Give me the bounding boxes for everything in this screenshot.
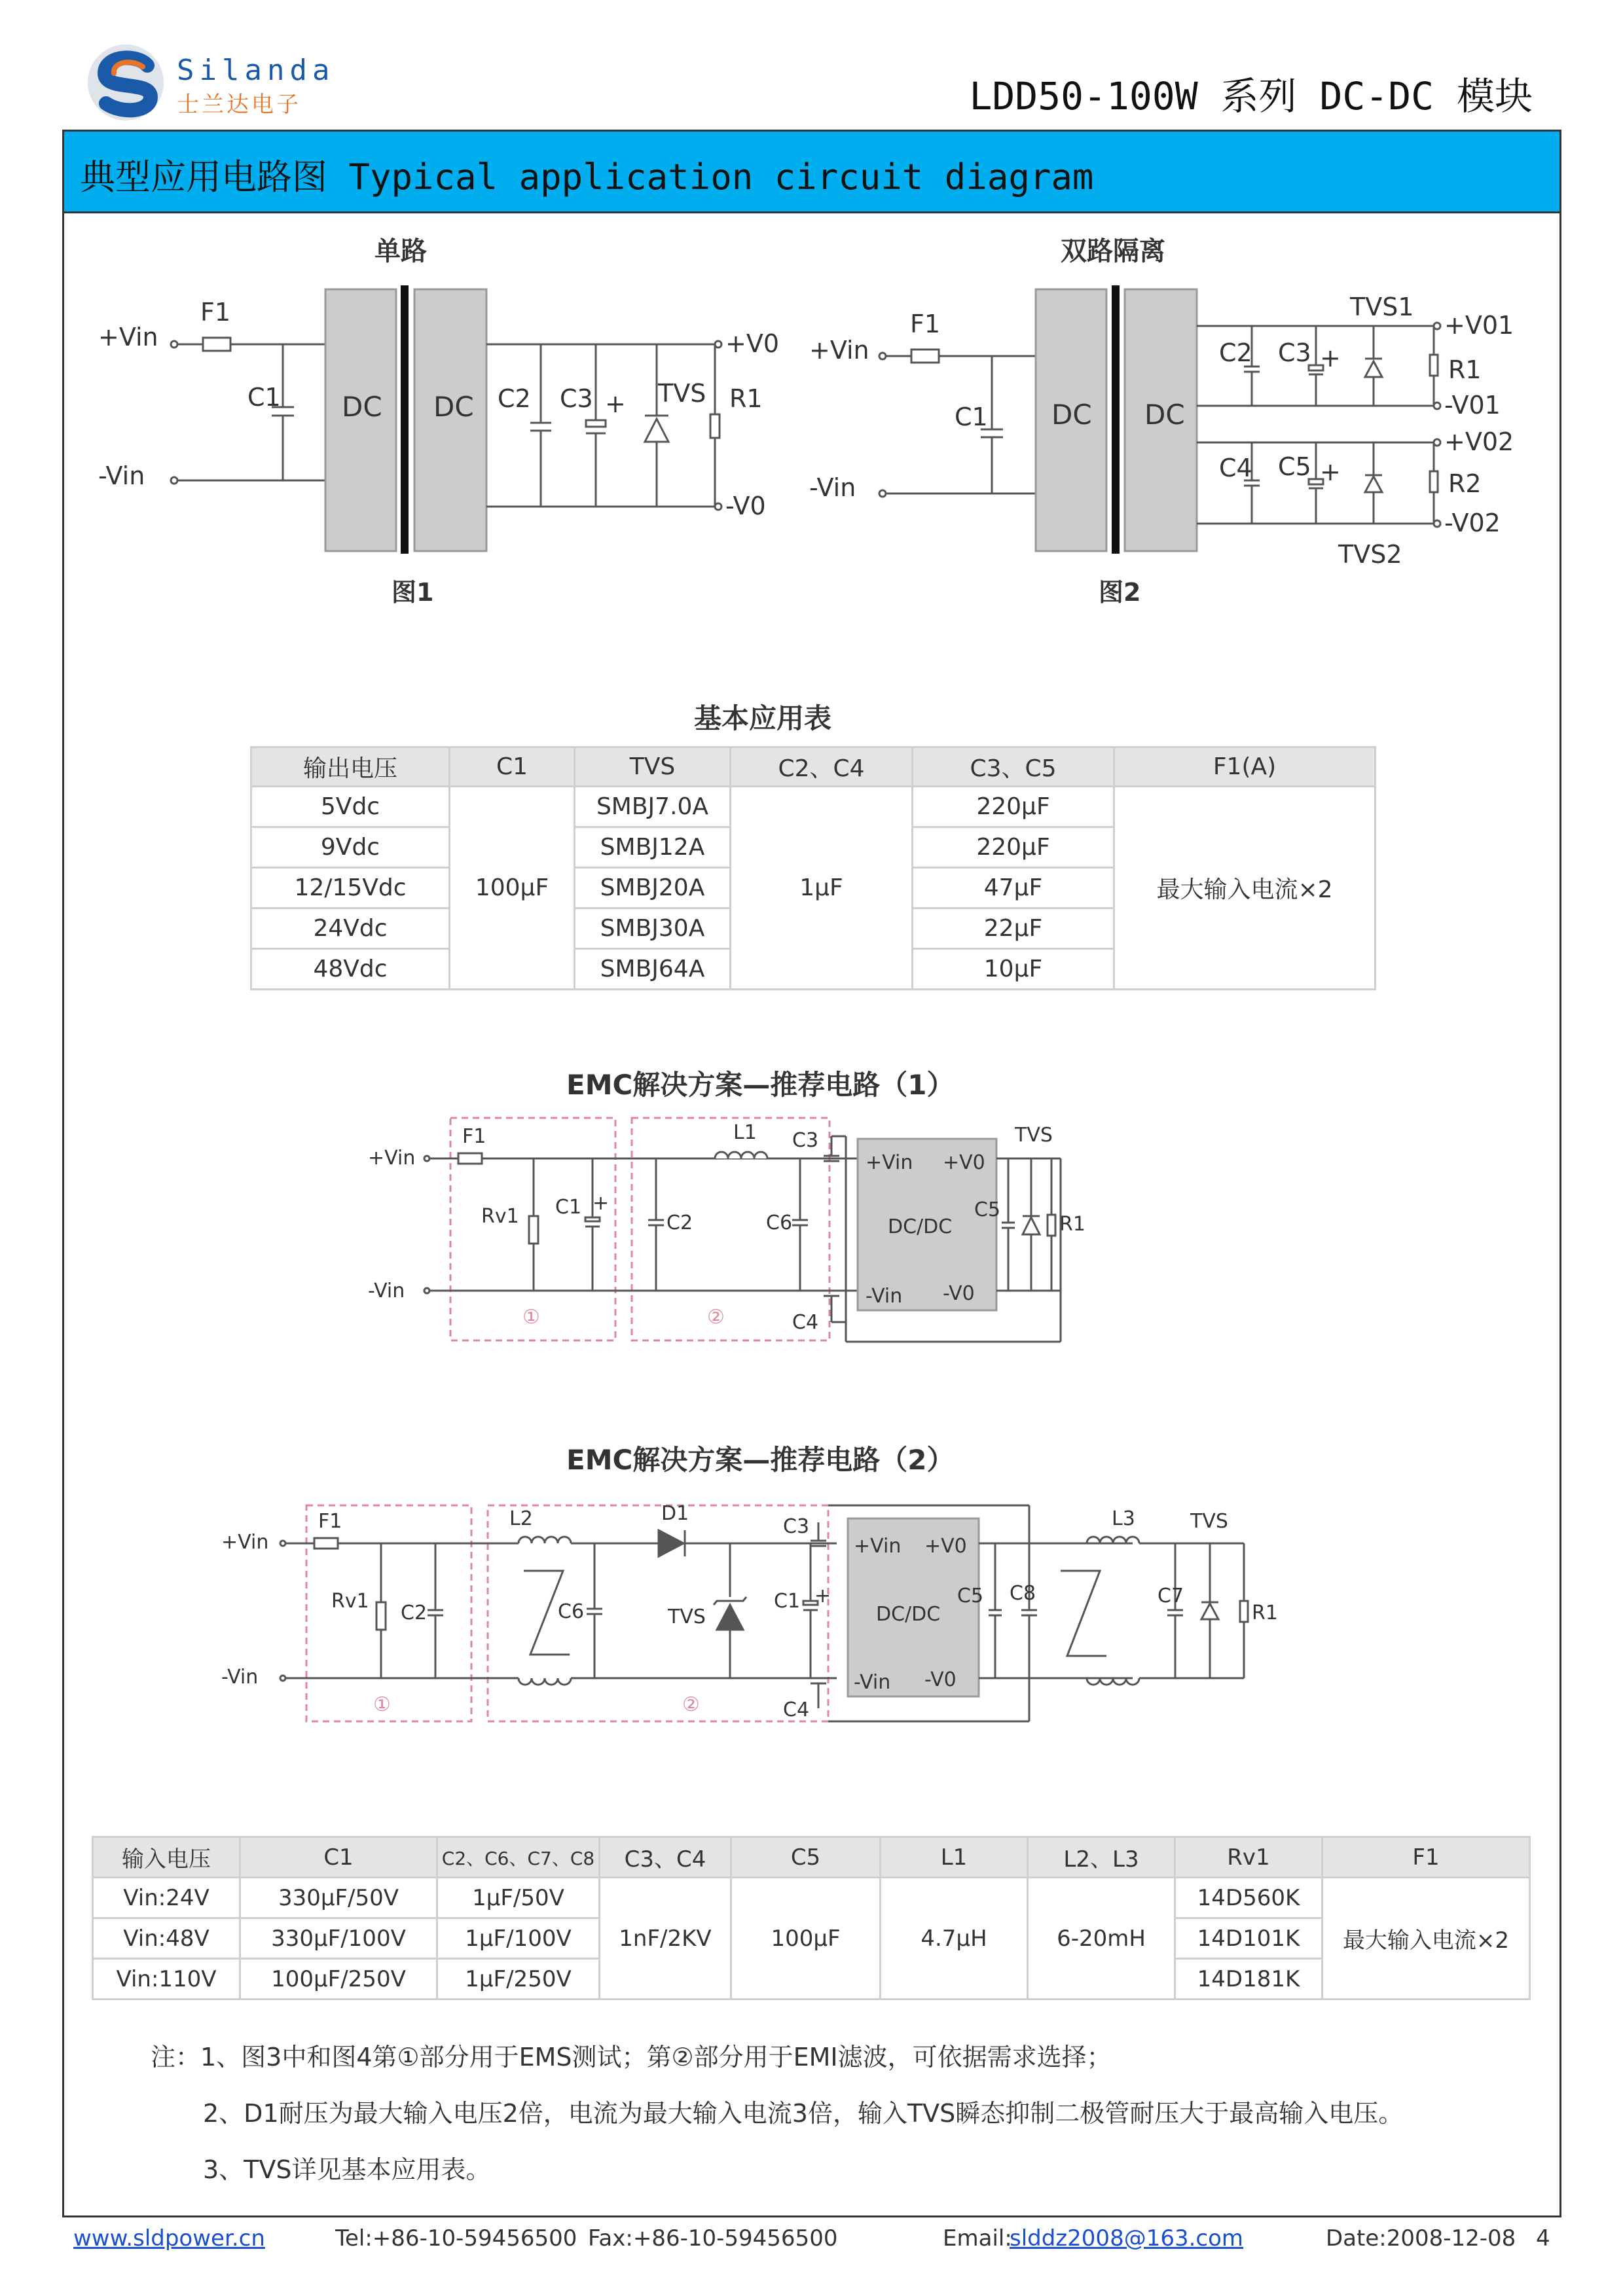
th-l1: L1 [881, 1837, 1028, 1878]
fig2-dc-in-label: DC [1051, 399, 1092, 431]
footer-email-label: Email: [943, 2225, 1012, 2251]
cell-c3-c5: 220μF [913, 827, 1114, 868]
section-title: 典型应用电路图 Typical application circuit diagram [80, 156, 1094, 198]
fig2-vin-plus: +Vin [809, 336, 869, 365]
notes [151, 2029, 1403, 2198]
cell-c3-c5: 22μF [913, 908, 1114, 949]
cell-tvs: SMBJ30A [575, 908, 731, 949]
table-header-row [93, 1837, 1530, 1878]
emc2-c7: C7 [1158, 1585, 1184, 1607]
th-rv1: Rv1 [1175, 1837, 1322, 1878]
note-1: 注：1、图3中和图4第①部分用于EMS测试；第②部分用于EMI滤波，可依据需求选择； [151, 2043, 1112, 2072]
cell-tvs: SMBJ64A [575, 949, 731, 990]
cell-c1: 100μF [450, 787, 575, 990]
emc2-rv1: Rv1 [331, 1590, 369, 1613]
cell-tvs: SMBJ12A [575, 827, 731, 868]
th-l2-l3: L2、L3 [1028, 1837, 1175, 1878]
emc1-module-name: DC/DC [888, 1215, 953, 1238]
cell-output-voltage: 24Vdc [251, 908, 450, 949]
emc2-fuse [314, 1538, 338, 1549]
th-c5: C5 [731, 1837, 881, 1878]
website-link[interactable]: www.sldpower.cn [73, 2225, 265, 2251]
th-c3-c5: C3、C5 [913, 747, 1114, 787]
cell-input-voltage: Vin:48V [93, 1918, 240, 1959]
emc1-title: EMC解决方案—推荐电路（1） [566, 1069, 955, 1101]
cell-output-voltage: 12/15Vdc [251, 868, 450, 908]
fig2-r2: R2 [1448, 469, 1482, 498]
logo-subtext: 士兰达电子 [177, 92, 301, 118]
footer-fax: Fax:+86-10-59456500 [588, 2225, 838, 2251]
cell-f1: 最大输入电流×2 [1114, 787, 1376, 990]
fig1-dc-out-label: DC [433, 391, 474, 423]
cell-f1: 最大输入电流×2 [1322, 1878, 1530, 2000]
fig2-c5-plus: + [1320, 457, 1341, 486]
emc1-circuit [354, 1106, 1113, 1355]
fig2-tvs1: TVS1 [1350, 293, 1414, 321]
emc1-c2: C2 [666, 1211, 693, 1234]
fig2-vo2-plus: +V02 [1444, 427, 1514, 456]
fig1-dc-in-label: DC [342, 391, 382, 423]
emc2-d1: D1 [661, 1502, 689, 1525]
emc2-module-name: DC/DC [876, 1603, 941, 1626]
fig1-c3-plus: + [605, 389, 626, 418]
emc1-c1: C1 [555, 1196, 582, 1219]
fig2-c3: C3 [1278, 338, 1311, 367]
emc2-c2: C2 [401, 1602, 428, 1624]
emc2-inductor-l2-top [519, 1537, 571, 1543]
emc2-c4: C4 [783, 1698, 810, 1721]
fig2-vo1-plus: +V01 [1444, 311, 1514, 340]
fig1-title: 单路 [374, 236, 427, 266]
emc2-f1: F1 [318, 1510, 342, 1533]
fig1-f1: F1 [200, 298, 231, 327]
emc1-r1: R1 [1059, 1213, 1085, 1236]
emc2-module-vo-plus: +V0 [924, 1535, 967, 1558]
logo-mark-icon [85, 41, 170, 126]
fig1-vo-plus: +V0 [725, 329, 780, 358]
fig1-caption: 图1 [392, 578, 434, 607]
cell-c2678: 1μF/250V [437, 1959, 600, 2000]
fig1-r1: R1 [729, 384, 763, 413]
fig2-c1: C1 [955, 403, 988, 431]
fig2-vo2-minus: -V02 [1444, 509, 1501, 537]
emc2-module-vin-minus: -Vin [854, 1671, 891, 1694]
th-c3-c4: C3、C4 [600, 1837, 731, 1878]
note-3: 3、TVS详见基本应用表。 [203, 2155, 491, 2184]
emc2-module-vin-plus: +Vin [854, 1535, 902, 1558]
cell-c2-c4: 1μF [731, 787, 913, 990]
emc2-varistor [376, 1602, 386, 1630]
cell-c1: 100μF/250V [240, 1959, 437, 2000]
figures-1-2 [0, 216, 1623, 648]
emc1-fuse [458, 1153, 482, 1164]
page-number: 4 [1536, 2225, 1550, 2251]
company-logo [85, 41, 335, 126]
emc2-mark-1: ① [373, 1693, 391, 1716]
fig2-dc-out-label: DC [1144, 399, 1185, 431]
th-f1: F1 [1322, 1837, 1530, 1878]
fig2-f1: F1 [910, 310, 941, 338]
emc2-diode-d1 [659, 1530, 684, 1556]
fig2-c2: C2 [1219, 338, 1252, 367]
fig1-tvs: TVS [658, 379, 706, 408]
emc1-mark-2: ② [707, 1306, 725, 1329]
emc2-c8: C8 [1010, 1582, 1036, 1605]
emc1-mark-1: ① [522, 1306, 540, 1329]
table-row [251, 787, 1376, 827]
fig2-vin-minus: -Vin [809, 473, 856, 502]
emc1-module-vin-plus: +Vin [866, 1151, 913, 1174]
emc1-varistor [529, 1216, 538, 1244]
figure-2-dual [809, 236, 1514, 607]
cell-output-voltage: 9Vdc [251, 827, 450, 868]
emc1-c5: C5 [974, 1198, 1001, 1221]
fig1-fuse [203, 338, 230, 351]
emc2-vin-plus: +Vin [221, 1531, 269, 1554]
cell-c2678: 1μF/100V [437, 1918, 600, 1959]
emc2-c5: C5 [957, 1585, 984, 1607]
cell-l1: 4.7μH [881, 1878, 1028, 2000]
cell-c3-c5: 220μF [913, 787, 1114, 827]
fig2-c4: C4 [1219, 454, 1252, 482]
emc2-l3: L3 [1112, 1507, 1135, 1530]
logo-text: Silanda [177, 54, 335, 87]
emc2-tvs-diode [717, 1605, 743, 1630]
cell-rv1: 14D101K [1175, 1918, 1322, 1959]
fig1-vin-plus: +Vin [98, 323, 158, 351]
cell-c1: 330μF/50V [240, 1878, 437, 1918]
emc1-module-vin-minus: -Vin [866, 1285, 903, 1308]
fig2-transformer-bar [1112, 285, 1120, 554]
emc1-inductor-l1 [715, 1152, 767, 1158]
cell-c3-c5: 47μF [913, 868, 1114, 908]
fig1-transformer-bar [401, 285, 409, 554]
cell-c3-c4: 1nF/2KV [600, 1878, 731, 2000]
emc2-c1: C1 [774, 1590, 801, 1613]
fig2-c3-plus: + [1320, 344, 1341, 372]
th-output-voltage: 输出电压 [251, 747, 450, 787]
fig2-tvs2: TVS2 [1338, 540, 1402, 569]
fig2-fuse [911, 350, 939, 363]
emc1-module-vo-plus: +V0 [943, 1151, 985, 1174]
cell-c3-c5: 10μF [913, 949, 1114, 990]
table-header-row [251, 747, 1376, 787]
fig2-r1: R1 [1448, 355, 1482, 384]
fig1-c1: C1 [247, 383, 281, 412]
figure-1-single [98, 236, 779, 607]
cell-input-voltage: Vin:24V [93, 1878, 240, 1918]
cell-tvs: SMBJ20A [575, 868, 731, 908]
cell-c1: 330μF/100V [240, 1918, 437, 1959]
emc1-module-vo-minus: -V0 [943, 1282, 975, 1305]
cell-l2-l3: 6-20mH [1028, 1878, 1175, 2000]
th-c2-c4: C2、C4 [731, 747, 913, 787]
emc2-vin-minus: -Vin [221, 1666, 259, 1689]
emc2-tvs-in: TVS [668, 1605, 706, 1628]
emc1-f1: F1 [462, 1125, 486, 1148]
emc2-circuit [210, 1492, 1283, 1734]
cell-rv1: 14D181K [1175, 1959, 1322, 2000]
fig1-vo-minus: -V0 [725, 492, 766, 520]
emc1-rv1: Rv1 [481, 1205, 519, 1228]
emc2-module-vo-minus: -V0 [924, 1668, 957, 1691]
note-2: 2、D1耐压为最大输入电压2倍，电流为最大输入电流3倍，输入TVS瞬态抑制二极管耐压大于最高输入电压。 [203, 2099, 1404, 2128]
emc2-l2: L2 [509, 1507, 533, 1530]
emc1-c6: C6 [766, 1211, 793, 1234]
emc1-c4: C4 [792, 1311, 819, 1334]
emc1-tvs: TVS [1015, 1124, 1053, 1147]
footer-tel: Tel:+86-10-59456500 [335, 2225, 577, 2251]
cell-c2678: 1μF/50V [437, 1878, 600, 1918]
emc2-tvs-out: TVS [1190, 1510, 1228, 1533]
emc2-r1: R1 [1252, 1602, 1278, 1624]
fig1-vin-minus: -Vin [98, 461, 145, 490]
th-tvs: TVS [575, 747, 731, 787]
cell-tvs: SMBJ7.0A [575, 787, 731, 827]
footer [73, 2225, 1559, 2265]
emc2-c6: C6 [558, 1600, 585, 1623]
emc1-vin-minus: -Vin [368, 1280, 405, 1302]
emc2-c3: C3 [783, 1515, 810, 1538]
fig2-c5: C5 [1278, 452, 1311, 481]
th-c1: C1 [240, 1837, 437, 1878]
emc1-c3: C3 [792, 1129, 819, 1152]
cell-rv1: 14D560K [1175, 1878, 1322, 1918]
fig2-title: 双路隔离 [1061, 236, 1165, 266]
emc-parameter-table [92, 1836, 1531, 2000]
fig1-c3: C3 [560, 384, 593, 413]
emc2-inductor-l2-bottom [519, 1678, 571, 1685]
emc2-title: EMC解决方案—推荐电路（2） [566, 1444, 955, 1476]
cell-input-voltage: Vin:110V [93, 1959, 240, 2000]
document-title: LDD50-100W 系列 DC-DC 模块 [969, 74, 1533, 118]
emc1-c1-plus: + [593, 1192, 610, 1215]
emc2-l3-core [1061, 1571, 1106, 1656]
th-f1: F1(A) [1114, 747, 1376, 787]
fig1-c2: C2 [498, 384, 531, 413]
email-link[interactable]: slddz2008@163.com [1010, 2225, 1244, 2251]
cell-output-voltage: 48Vdc [251, 949, 450, 990]
cell-output-voltage: 5Vdc [251, 787, 450, 827]
basic-table-caption: 基本应用表 [694, 702, 832, 734]
th-input-voltage: 输入电压 [93, 1837, 240, 1878]
emc1-l1: L1 [733, 1121, 757, 1144]
basic-application-table [250, 746, 1376, 990]
cell-c5: 100μF [731, 1878, 881, 2000]
emc1-vin-plus: +Vin [368, 1147, 416, 1170]
th-c2-c6-c7-c8: C2、C6、C7、C8 [437, 1837, 600, 1878]
emc2-c1-plus: + [814, 1585, 831, 1607]
fig2-caption: 图2 [1099, 578, 1141, 607]
th-c1: C1 [450, 747, 575, 787]
table-row [93, 1878, 1530, 1918]
footer-date: Date:2008-12-08 [1326, 2225, 1516, 2251]
fig2-vo1-minus: -V01 [1444, 391, 1501, 420]
emc2-mark-2: ② [682, 1693, 700, 1716]
